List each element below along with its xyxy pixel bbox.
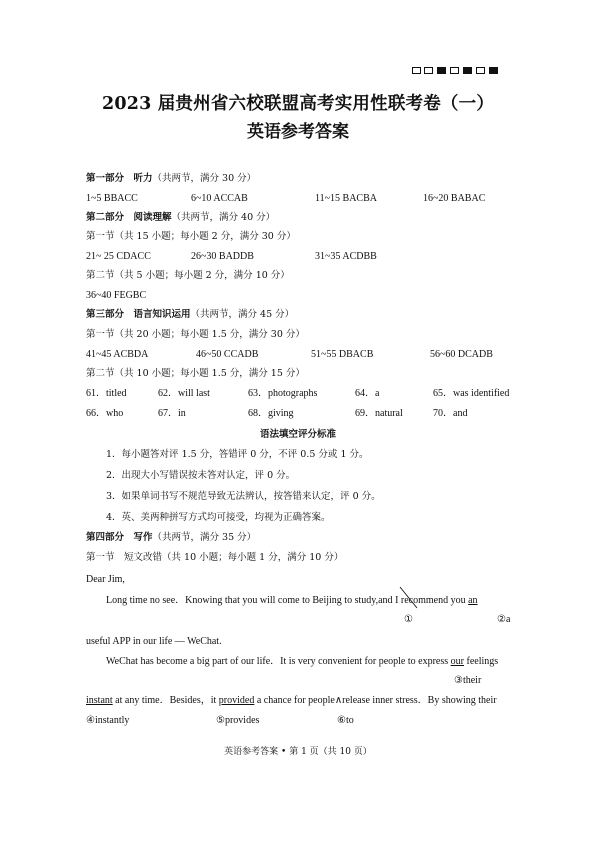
code-mark-filled — [463, 67, 472, 74]
grading-title: 语法填空评分标准 — [259, 429, 336, 440]
fill-answer: 66．who — [86, 408, 124, 419]
correction-mark: ⑥to — [337, 715, 354, 726]
answer-group: 46~50 CCADB — [196, 349, 259, 360]
letter-text: at any time．Besides，it — [112, 695, 219, 706]
part3-heading: 第三部分 语言知识运用 — [86, 309, 191, 320]
answer-group: 31~35 ACDBB — [315, 251, 377, 262]
correction-mark: ⑤provides — [216, 715, 260, 726]
code-mark-filled — [437, 67, 446, 74]
insertion-caret: ∧ — [334, 695, 343, 706]
letter-text: I recommend you — [392, 595, 469, 606]
answer-group: 1~5 BBACC — [86, 193, 138, 204]
correction-mark: ① — [404, 614, 413, 625]
section-note: 第二节（共 5 小题；每小题 2 分，满分 10 分） — [86, 270, 290, 281]
code-mark-empty — [450, 67, 459, 74]
fill-answer: 62．will last — [158, 388, 210, 399]
document-title: 2023 届贵州省六校联盟高考实用性联考卷（一） — [101, 94, 495, 114]
section-note: 第二节（共 10 小题；每小题 1.5 分，满分 15 分） — [86, 368, 305, 379]
answer-group: 41~45 ACBDA — [86, 349, 149, 360]
letter-text: release inner stress．By showing their — [342, 695, 497, 706]
fill-answer: 68．giving — [248, 408, 294, 419]
part2-heading: 第二部分 阅读理解 — [86, 212, 172, 223]
letter-greeting: Dear Jim, — [86, 574, 125, 585]
answer-group: 36~40 FEGBC — [86, 290, 147, 301]
correction-mark: ③their — [454, 675, 482, 686]
part1-header — [86, 173, 256, 185]
letter-text: feelings — [463, 656, 499, 667]
underlined-word: our — [450, 656, 464, 667]
grading-rule: 2．出现大小写错误按未答对认定，评 0 分。 — [106, 470, 296, 481]
strikeout-mark — [398, 585, 420, 611]
part2-header — [86, 212, 275, 224]
correction-mark: ④instantly — [86, 715, 130, 726]
document-subtitle: 英语参考答案 — [247, 122, 349, 142]
section-note: 第一节（共 15 小题；每小题 2 分，满分 30 分） — [86, 231, 296, 242]
part4-note: （共两节，满分 35 分） — [152, 532, 257, 543]
part1-note: （共两节，满分 30 分） — [152, 173, 257, 184]
answer-group: 16~20 BABAC — [423, 193, 486, 204]
fill-answer: 64．a — [355, 388, 380, 399]
answer-group: 56~60 DCADB — [430, 349, 493, 360]
letter-text: a chance for people — [254, 695, 335, 706]
code-mark-empty — [412, 67, 421, 74]
fill-answer: 67．in — [158, 408, 186, 419]
code-mark-empty — [424, 67, 433, 74]
part4-heading: 第四部分 写作 — [86, 532, 153, 543]
code-mark-filled — [489, 67, 498, 74]
answer-group: 6~10 ACCAB — [191, 193, 248, 204]
grading-rule: 3．如果单词书写不规范导致无法辨认，按答错来认定，评 0 分。 — [106, 491, 381, 502]
letter-line-4 — [86, 695, 497, 707]
answer-group: 21~ 25 CDACC — [86, 251, 151, 262]
letter-text: WeChat has become a big part of our life．It is very convenient for people to express — [106, 656, 451, 667]
page-footer: 英语参考答案 • 第 1 页（共 10 页） — [224, 747, 372, 757]
underlined-word: provided — [218, 695, 255, 706]
part4-header — [86, 532, 256, 544]
grading-rule: 4．英、美两种拼写方式均可接受，均视为正确答案。 — [106, 512, 331, 523]
part2-note: （共两节，满分 40 分） — [171, 212, 276, 223]
letter-line-3 — [106, 656, 498, 668]
fill-answer: 65．was identified — [433, 388, 510, 399]
part1-heading: 第一部分 听力 — [86, 173, 153, 184]
fill-answer: 63．photographs — [248, 388, 318, 399]
code-mark-empty — [476, 67, 485, 74]
fill-answer: 70．and — [433, 408, 468, 419]
fill-answer: 69．natural — [355, 408, 403, 419]
underlined-word: an — [468, 595, 478, 606]
part3-header — [86, 309, 294, 321]
correction-mark: ②a — [497, 614, 511, 625]
answer-group: 51~55 DBACB — [311, 349, 374, 360]
answer-group: 26~30 BADDB — [191, 251, 254, 262]
underlined-word: instant — [86, 695, 113, 706]
letter-line-1 — [106, 595, 478, 607]
part3-note: （共两节，满分 45 分） — [190, 309, 295, 320]
letter-text: Long time no see．Knowing that you will come to Beijing to study, — [106, 595, 379, 606]
grading-rule: 1．每小题答对评 1.5 分，答错评 0 分，不评 0.5 分或 1 分。 — [106, 449, 369, 460]
section-note: 第一节（共 20 小题；每小题 1.5 分，满分 30 分） — [86, 329, 305, 340]
letter-line-2: useful APP in our life — WeChat. — [86, 636, 222, 647]
section-note: 第一节 短文改错（共 10 小题；每小题 1 分，满分 10 分） — [86, 552, 344, 563]
struck-word: and — [378, 595, 393, 606]
answer-group: 11~15 BACBA — [315, 193, 377, 204]
fill-answer: 61．titled — [86, 388, 127, 399]
